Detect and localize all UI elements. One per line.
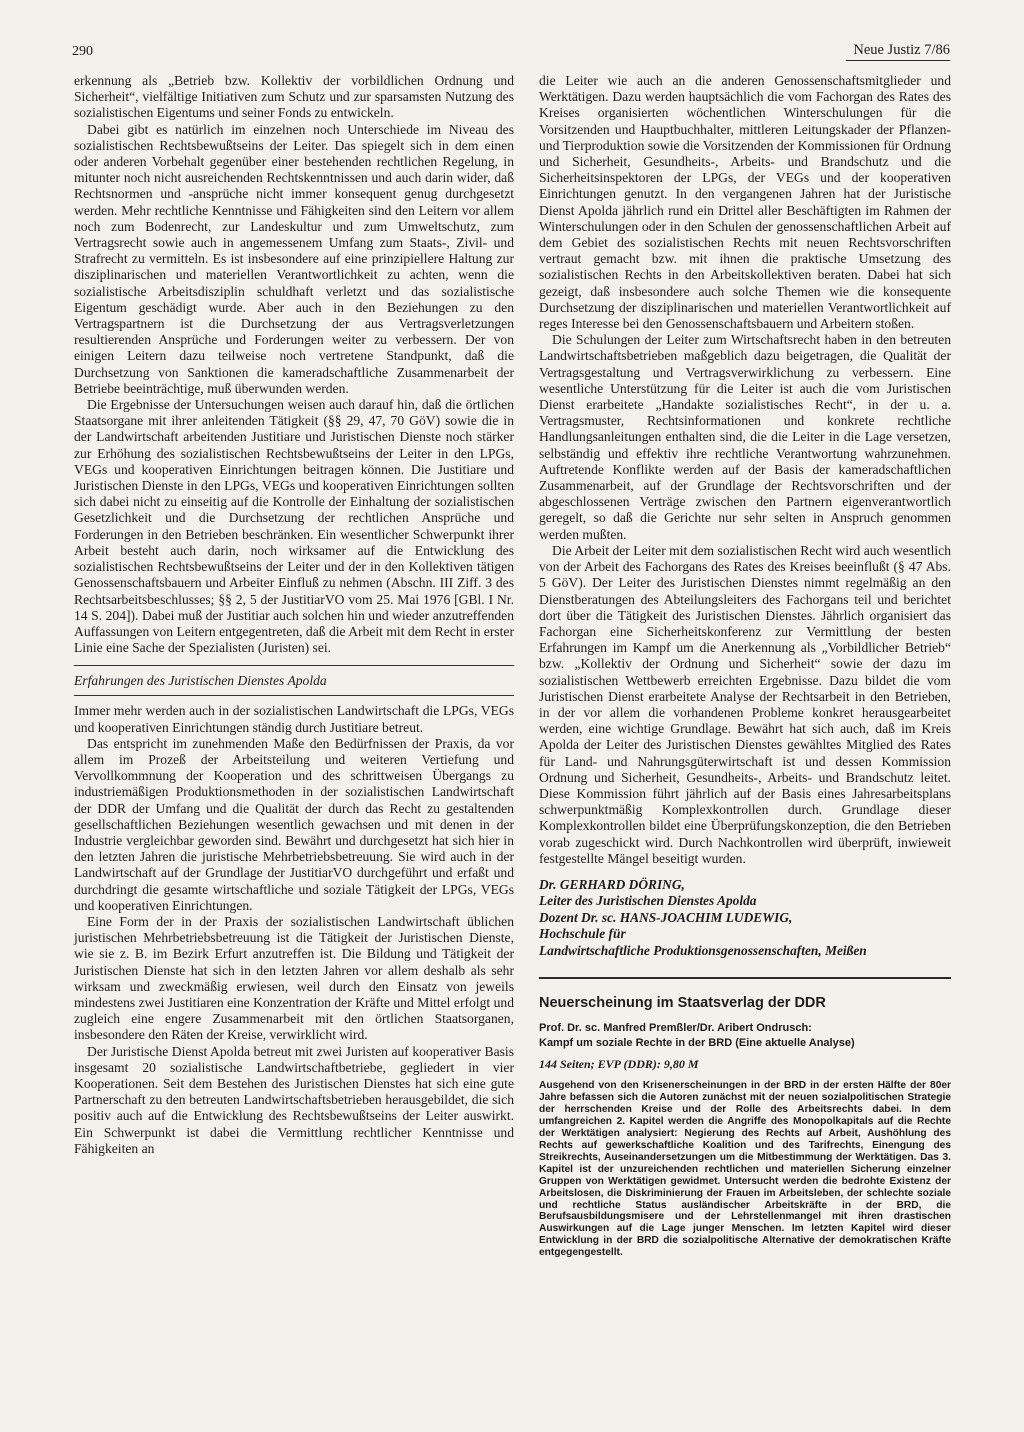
book-price: 144 Seiten; EVP (DDR): 9,80 M [539, 1057, 699, 1072]
paragraph: Das entspricht im zunehmenden Maße den Bedürfnissen der Praxis, da vor allem im Prozeß der Arbeitsteilung und weiteren Vertiefung und Vervollkommnung der Kooperation und des schrittweisen Übergangs zu industriemäßigen Produktionsmethoden in der sozialistischen Landwirtschaft der DDR der Umfang und die Qualität der durch das Recht zu gestaltenden gesellschaftlichen Beziehungen wesentlich gewachsen und mit denen in der Industrie vergleichbar geworden sind. Bewährt und durchgesetzt hat sich hier in den letzten Jahren die juristische Mehrbetriebsbetreuung. Sie wird auch in der Landwirtschaft auf der Grundlage der JustitiarVO durchgeführt und erfaßt und durchdringt die gesamte wirtschaftliche und soziale Tätigkeit der LPGs, VEGs und kooperativen Einrichtungen. [74, 735, 514, 913]
section-heading: Erfahrungen des Juristischen Dienstes Apolda [74, 673, 327, 689]
book-description: Ausgehend von den Krisenerscheinungen in der BRD in der ersten Hälfte der 80er Jahre befassen sich die Autoren zunächst mit der neuen sozialpolitischen Strategie der herrschenden Kreise und der Rolle des Arbeitsrechts dabei. In dem umfangreichen 2. Kapitel werden die Angriffe des Monopolkapitals auf die Rechte der Werktätigen analysiert: Negierung des Rechts auf Arbeit, Aushöhlung des Rechts auf gewerkschaftliche Koalition und des Tarifrechts, Einengung des Streikrechts, Auseinandersetzungen um die Mitbestimmung der Werktätigen. Das 3. Kapitel ist der unzureichenden rechtlichen und materiellen Sicherung einzelner Gruppen von Werktätigen gewidmet. Untersucht werden die bedrohte Existenz der Arbeitslosen, die Diskriminierung der Frauen im Arbeitsleben, der schlechte soziale und rechtliche Status ausländischer Arbeitskräfte in der BRD, die Berufsausbildungsmisere und der Lehrstellenmangel mit ihren drastischen Auswirkungen auf die Lage junger Menschen. Im letzten Kapitel wird dieser Entwicklung in der BRD die sozialpolitische Alternative der demokratischen Kräfte entgegengestellt. [539, 1080, 951, 1259]
paragraph: Die Schulungen der Leiter zum Wirtschaftsrecht haben in den betreuten Landwirtschaftsbetrieben maßgeblich dazu beigetragen, die Qualität der Vertragsgestaltung und Vertragsverwirklichung zu verbessern. Eine wesentliche Unterstützung für die Leiter ist auch die vom Juristischen Dienst erarbeitete „Handakte sozialistisches Recht“, in der u. a. Vertragsmuster, Rechtsinformationen und konkrete rechtliche Handlungsanleitungen enthalten sind, die die Leiter in die Lage versetzen, selbständig und effektiv ihre rechtliche Verantwortung wahrzunehmen. Auftretende Konflikte werden auf der Basis der kameradschaftlichen Zusammenarbeit, auf der Grundlage der Rechtsvorschriften und der abgeschlossenen Verträge zwischen den Partnern eigenverantwortlich geregelt, so daß die Gerichte nur sehr selten in Anspruch genommen werden mußten. [539, 332, 951, 542]
author-name: Dr. GERHARD DÖRING, [539, 876, 685, 892]
publication-notice-heading: Neuerscheinung im Staatsverlag der DDR [539, 995, 826, 1012]
paragraph: Dabei gibt es natürlich im einzelnen noch Unterschiede im Niveau des sozialistischen Rechtsbewußtseins der Leiter. Das spiegelt sich in dem einen oder anderen Vorbehalt gegenüber einer bestehenden rechtlichen Regelung, in mitunter noch nicht ausreichenden Rechtskenntnissen und auch darin wider, daß Rechtsnormen und -ansprüche nicht immer konsequent genug durchgesetzt werden. Mehr rechtliche Kenntnisse und Fähigkeiten sind den Leitern vor allem noch zum Bodenrecht, zur Landeskultur und zum Umweltschutz, zum Vertragsrecht sowie auch in angemessenem Umfang zum Staats-, Zivil- und Strafrecht zu vermitteln. Es ist insbesondere auf eine prinzipiellere Haltung zur disziplinarischen und materiellen Verantwortlichkeit zu achten, wenn die sozialistische Arbeitsdisziplin schuldhaft verletzt und das sozialistische Eigentum geschädigt wurde. Aber auch in den Beziehungen zu den Vertragspartnern ist die Durchsetzung der aus Vertragsverletzungen resultierenden Ansprüche und Forderungen weiter zu verbessern. Der von einigen Leitern dazu teilweise noch vertretene Standpunkt, daß die Durchsetzung von Sanktionen die kameradschaftliche Zusammenarbeit der Betriebe beeinträchtige, muß überwunden werden. [74, 121, 514, 396]
left-column [74, 73, 514, 1157]
divider [539, 977, 951, 979]
section-rule-top [74, 665, 514, 666]
paragraph: Die Arbeit der Leiter mit dem sozialistischen Recht wird auch wesentlich von der Arbeit des Fachorgans des Rates des Kreises beeinflußt (§ 47 Abs. 5 GöV). Der Leiter des Juristischen Dienstes nimmt regelmäßig an den Dienstberatungen des Abteilungsleiters des Fachorgans teil und berichtet dort über die Tätigkeit des Juristischen Dienstes. Jährlich organisiert das Fachorgan eine Sicherheitskonferenz zur Vermittlung der besten Erfahrungen im Kampf um die Anerkennung als „Vorbildlicher Betrieb“ bzw. „Kollektiv der Ordnung und Sicherheit“ sowie der dazu im sozialistischen Wettbewerb erreichten Ergebnisse. Dazu bildet die vom Juristischen Dienst erarbeitete Analyse der Rechtsarbeit in den Betrieben, in der vor allem die vorhandenen Probleme konkret herausgearbeitet werden, eine wichtige Grundlage. Bewährt hat sich auch, daß im Kreis Apolda der Leiter des Juristischen Dienstes gewähltes Mitglied des Rates für Land- und Nahrungsgüterwirtschaft ist und dessen Kommission Ordnung und Sicherheit, Gesundheits-, Arbeits- und Brandschutz leitet. Diese Kommission führt jährlich auf der Basis eines Jahresarbeitsplans schwerpunktmäßig Komplexkontrollen durch. Grundlage dieser Komplexkontrollen bildet eine Überprüfungskonzeption, die den Betrieben vorab zugeschickt wird. Durch Nachkontrollen wird überprüft, inwieweit festgestellte Mängel beseitigt wurden. [539, 542, 951, 866]
author-signature [539, 877, 951, 960]
paragraph: die Leiter wie auch an die anderen Genossenschaftsmitglieder und Werktätigen. Dazu werden hauptsächlich die vom Fachorgan des Rates des Kreises organisierten wöchentlichen Winterschulungen für die Vorsitzenden und Hauptbuchhalter, mittleren Leitungskader der Pflanzen- und Tierproduktion sowie die Vorsitzenden der Kommissionen für Ordnung und Sicherheit, Gesundheits-, Arbeits- und Brandschutz und die Sicherheitsinspektoren der LPGs, der VEGs und der kooperativen Einrichtungen genutzt. In den vergangenen Jahren hat der Juristische Dienst Apolda jährlich rund ein Drittel aller Beschäftigten im Rahmen der Winterschulungen oder in den Schulen der genossenschaftlichen Arbeit auf dem Gebiet des sozialistischen Rechts mit neuen Rechtsvorschriften vertraut gemacht bzw. mit ihnen die praktische Umsetzung des sozialistischen Rechts in den Arbeitskollektiven beraten. Dabei hat sich gezeigt, daß insbesondere auch solche Themen wie die konsequente Durchsetzung der disziplinarischen und materiellen Verantwortlichkeit auf reges Interesse bei den Genossenschaftsbauern und Arbeitern stoßen. [539, 73, 951, 332]
paragraph: Die Ergebnisse der Untersuchungen weisen auch darauf hin, daß die örtlichen Staatsorgane mit ihrer anleitenden Tätigkeit (§§ 29, 47, 70 GöV) sowie die in der Landwirtschaft arbeitenden Justitiare und Juristischen Dienste noch stärker zur Erhöhung des sozialistischen Rechtsbewußtseins der Leiter in den LPGs, VEGs und kooperativen Einrichtungen beitragen können. Die Justitiare und Juristischen Dienste in den LPGs, VEGs und kooperativen Einrichtungen sollten sich dabei nicht zu einseitig auf die Kontrolle der Einhaltung der sozialistischen Gesetzlichkeit und die Durchsetzung der rechtlichen Ansprüche und Forderungen in den Betrieben beschränken. Ein wesentlicher Schwerpunkt ihrer Arbeit besteht auch darin, noch wirksamer auf die Entwicklung des sozialistischen Rechtsbewußtseins der Leiter und der in den Kollektiven tätigen Genossenschaftsbauern und Arbeiter Einfluß zu nehmen (Abschn. III Ziff. 3 des Rechtsarbeitsbeschlusses; §§ 2, 5 der JustitiarVO vom 25. Mai 1976 [GBl. I Nr. 14 S. 204]). Dabei muß der Justitiar auch solchen hin und wieder anzutreffenden Auffassungen von Leitern entgegentreten, daß die Arbeit mit dem Recht in erster Linie eine Sache der Spezialisten (Juristen) sei. [74, 397, 514, 656]
paragraph: Immer mehr werden auch in der sozialistischen Landwirtschaft die LPGs, VEGs und kooperativen Einrichtungen ständig durch Justitiare betreut. [74, 703, 514, 735]
author-role: Leiter des Juristischen Dienstes Apolda [539, 893, 757, 909]
header-rule [846, 60, 950, 61]
book-authors: Prof. Dr. sc. Manfred Premßler/Dr. Aribert Ondrusch: [539, 1022, 812, 1035]
paragraph: Eine Form der in der Praxis der sozialistischen Landwirtschaft üblichen juristischen Mehrbetriebsbetreuung ist die Tätigkeit der Juristischen Dienste, wie sie z. B. im Bezirk Erfurt anzutreffen ist. Die Bildung und Tätigkeit der Juristischen Dienste hat sich in den letzten Jahren vor allem deshalb als sehr wirksam und zweckmäßig erwiesen, weil durch den Einsatz von jeweils mindestens zwei Justitiaren eine Konzentration der Kräfte und Mittel erfolgt und zugleich eine engere Zusammenarbeit mit den örtlichen Staatsorganen, insbesondere den Räten der Kreise, verwirklicht wird. [74, 913, 514, 1043]
paragraph: erkennung als „Betrieb bzw. Kollektiv der vorbildlichen Ordnung und Sicherheit“, vielfältige Initiativen zum Schutz und zur sparsamsten Nutzung des sozialistischen Eigentums und seiner Fonds zu entwickeln. [74, 73, 514, 121]
section-rule-bottom [74, 695, 514, 696]
author-affiliation: Landwirtschaftliche Produktionsgenossenschaften, Meißen [539, 942, 867, 958]
paragraph: Der Juristische Dienst Apolda betreut mit zwei Juristen auf kooperativer Basis insgesamt 20 sozialistische Landwirtschaftbetriebe, gegliedert in vier Kooperationen. Seit dem Bestehen des Juristischen Dienstes hat sich eine gute Partnerschaft zu den betreuten Landwirtschaftsbetrieben herausgebildet, die sich positiv auch auf die Entwicklung des Rechtsbewußtseins der Leiter auswirkt. Ein Schwerpunkt ist dabei die Vermittlung rechtlicher Kenntnisse und Fähigkeiten an [74, 1043, 514, 1156]
journal-title: Neue Justiz 7/86 [853, 42, 950, 58]
right-column [539, 73, 951, 1259]
page-number: 290 [72, 44, 93, 59]
book-title: Kampf um soziale Rechte in der BRD (Eine aktuelle Analyse) [539, 1037, 855, 1050]
author-affiliation: Hochschule für [539, 926, 626, 942]
author-name: Dozent Dr. sc. HANS-JOACHIM LUDEWIG, [539, 909, 793, 925]
